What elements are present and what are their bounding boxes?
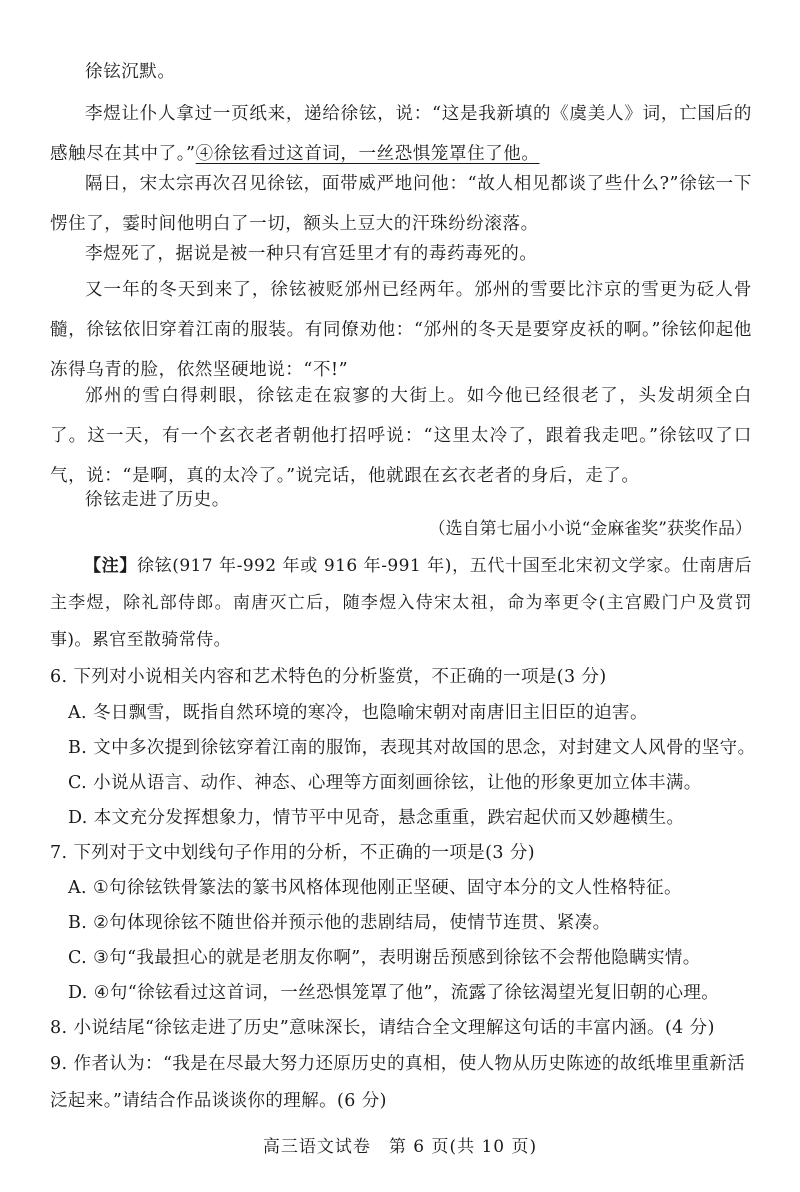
story-paragraph-5: 又一年的冬天到来了，徐铉被贬邠州已经两年。邠州的雪要比汴京的雪更为砭人骨髓，徐铉依旧穿着江南的服装。有同僚劝他：“邠州的冬天是要穿皮袄的啊。”徐铉仰起他冻得乌青的脸，依然坚硬地说：“不!” xyxy=(50,280,752,380)
question-6-option-c: C. 小说从语言、动作、神态、心理等方面刻画徐铉，让他的形象更加立体丰满。 xyxy=(68,773,702,793)
story-paragraph-2 xyxy=(50,94,752,174)
question-7-stem: 7. 下列对于文中划线句子作用的分析，不正确的一项是(3 分) xyxy=(50,843,536,863)
note-tag: 【注】 xyxy=(84,556,137,576)
story-paragraph-3: 隔日，宋太宗再次召见徐铉，面带威严地问他：“故人相见都谈了些什么?”徐铉一下愣住了，霎时间他明白了一切，额头上豆大的汗珠纷纷滚落。 xyxy=(50,174,752,234)
question-6-option-a: A. 冬日飘雪，既指自然环境的寒冷，也隐喻宋朝对南唐旧主旧臣的迫害。 xyxy=(68,703,648,723)
story-paragraph-1: 徐铉沉默。 xyxy=(85,62,176,82)
story-paragraph-2-text: 李煜让仆人拿过一页纸来，递给徐铉，说：“这是我新填的《虞美人》词，亡国后的感触尽在其中了。” xyxy=(50,104,752,164)
story-paragraph-6: 邠州的雪白得刺眼，徐铉走在寂寥的大街上。如今他已经很老了，头发胡须全白了。这一天，有一个玄衣老者朝他打招呼说：“这里太冷了，跟着我走吧。”徐铉叹了口气，说：“是啊，真的太冷了。”说完话，他就跟在玄衣老者的身后，走了。 xyxy=(50,386,752,486)
question-6-option-b: B. 文中多次提到徐铉穿着江南的服饰，表现其对故国的思念，对封建文人风骨的坚守。 xyxy=(68,738,756,758)
question-8: 8. 小说结尾“徐铉走进了历史”意味深长，请结合全文理解这句话的丰富内涵。(4 分) xyxy=(50,1018,715,1038)
question-6-stem: 6. 下列对小说相关内容和艺术特色的分析鉴赏，不正确的一项是(3 分) xyxy=(50,667,607,687)
question-7-option-c: C. ③句“我最担心的就是老朋友你啊”，表明谢岳预感到徐铉不会帮他隐瞒实情。 xyxy=(68,948,701,968)
note-text: 徐铉(917 年-992 年或 916 年-991 年)，五代十国至北宋初文学家。仕南唐后主李煜，除礼部侍郎。南唐灭亡后，随李煜入侍宋太祖，命为率更令(主宫殿门户及赏罚事)。累官至散骑常侍。 xyxy=(50,556,753,650)
question-7-option-b: B. ②句体现徐铉不随世俗并预示他的悲剧结局，使情节连贯、紧凑。 xyxy=(68,913,611,933)
annotation-note xyxy=(50,548,752,659)
story-paragraph-7: 徐铉走进了历史。 xyxy=(85,490,230,510)
question-9: 9. 作者认为：“我是在尽最大努力还原历史的真相，使人物从历史陈迹的故纸堆里重新活泛起来。”请结合作品谈谈你的理解。(6 分) xyxy=(50,1054,746,1111)
story-paragraph-4: 李煜死了，据说是被一种只有宫廷里才有的毒药毒死的。 xyxy=(85,244,538,264)
source-citation: （选自第七届小小说“金麻雀奖”获奖作品） xyxy=(428,519,752,539)
page-footer: 高三语文试卷 第 6 页(共 10 页) xyxy=(262,1137,538,1157)
question-6-option-d: D. 本文充分发挥想象力，情节平中见奇，悬念重重，跌宕起伏而又妙趣横生。 xyxy=(68,808,685,828)
underlined-sentence-4: ④徐铉看过这首词，一丝恐惧笼罩住了他。 xyxy=(195,144,540,164)
question-7-option-d: D. ④句“徐铉看过这首词，一丝恐惧笼罩了他”，流露了徐铉渴望光复旧朝的心理。 xyxy=(68,983,720,1003)
question-7-option-a: A. ①句徐铉铁骨篆法的篆书风格体现他刚正坚硬、固守本分的文人性格特征。 xyxy=(68,878,682,898)
